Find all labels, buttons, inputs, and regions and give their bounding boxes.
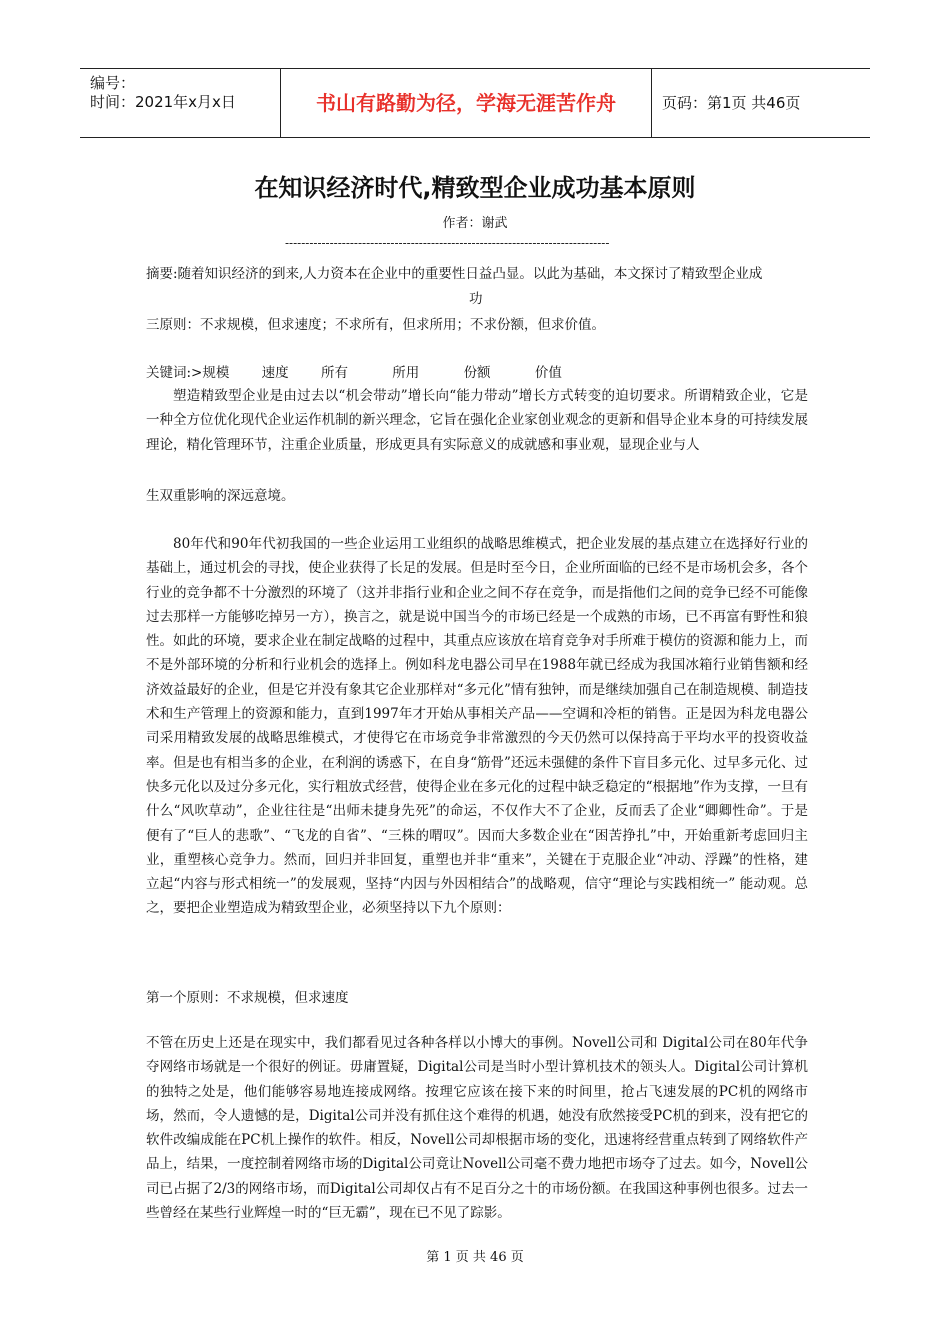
keywords-line [146,361,590,381]
header-page-info: 页码：第1页 共46页 [662,94,801,112]
separator-line: -------------------------------------------------------------------------------- [285,236,610,250]
header-table [80,68,870,138]
header-meta-cell [80,69,281,137]
keyword: 速度 [261,365,289,381]
keyword: 所有 [320,365,348,381]
paragraph-principle-1: 不管在历史上还是在现实中，我们都看见过各种各样以小博大的事例。Novell公司和 Digital公司在80年代争夺网络市场就是一个很好的例证。毋庸置疑，Digital公司是当时小型计算机技术的领头人。Digital公司计算机的独特之处是，他们能够容易地连接成网络。按理它应该在接下来的时间里，抢占飞速发展的PC机的网络市场，然而，令人遗憾的是，Digital公司并没有抓住这个难得的机遇，她没有欣然接受PC机的到来，没有把它的软件改编成能在PC机上操作的软件。相反，Novell公司却根据市场的变化，迅速将经营重点转到了网络软件产品上，结果，一度控制着网络市场的Digital公司竟让Novell公司毫不费力地把市场夺了过去。如今，Novell公司已占据了2/3的网络市场，而Digital公司却仅占有不足百分之十的市场份额。在我国这种事例也很多。过去一些曾经在某些行业辉煌一时的“巨无霸”，现在已不见了踪影。 [146,1035,808,1222]
keyword: 所用 [392,365,420,381]
paragraph-intro-tail: 生双重影响的深远意境。 [146,488,295,504]
abstract-line-2: 功 [469,291,483,307]
abstract-line-3: 三原则：不求规模，但求速度；不求所有，但求所用；不求份额，但求价值。 [146,317,605,333]
document-title: 在知识经济时代,精致型企业成功基本原则 [254,174,696,202]
paragraph-intro: 塑造精致型企业是由过去以“机会带动”增长向“能力带动”增长方式转变的迫切要求。所谓精致企业，它是一种全方位优化现代企业运作机制的新兴理念，它旨在强化企业家创业观念的更新和倡导企业本身的可持续发展理论，精化管理环节，注重企业质量，形成更具有实际意义的成就感和事业观，显现企业与人 [146,388,808,453]
principle-1-heading: 第一个原则：不求规模，但求速度 [146,990,349,1006]
time-label: 时间：2021年x月x日 [90,93,236,111]
page-footer: 第 1 页 共 46 页 [426,1250,524,1265]
header-motto: 书山有路勤为径，学海无涯苦作舟 [281,69,652,137]
keywords-label: 关键词:>规模 [146,365,230,381]
paragraph-background: 80年代和90年代初我国的一些企业运用工业组织的战略思维模式，把企业发展的基点建立在选择好行业的基础上，通过机会的寻找，使企业获得了长足的发展。但是时至今日，企业所面临的已经不是市场机会多，各个行业的竞争都不十分激烈的环境了（这并非指行业和企业之间不存在竞争，而是指他们之间的竞争已经不可能像过去那样一方能够吃掉另一方），换言之，就是说中国当今的市场已经是一个成熟的市场，已不再富有野性和狼性。如此的环境，要求企业在制定战略的过程中，其重点应该放在培育竞争对手所难于模仿的资源和能力上，而不是外部环境的分析和行业机会的选择上。例如科龙电器公司早在1988年就已经成为我国冰箱行业销售额和经济效益最好的企业，但是它并没有象其它企业那样对“多元化”情有独钟，而是继续加强自己在制造规模、制造技术和生产管理上的资源和能力，直到1997年才开始从事相关产品——空调和冷柜的销售。正是因为科龙电器公司采用精致发展的战略思维模式，才使得它在市场竞争非常激烈的今天仍然可以保持高于平均水平的投资收益率。但是也有相当多的企业，在利润的诱惑下，在自身“筋骨”还远未强健的条件下盲目多元化、过早多元化、过快多元化以及过分多元化，实行粗放式经营，使得企业在多元化的过程中缺乏稳定的“根据地”作为支撑，一旦有什么“风吹草动”，企业往往是“出师未捷身先死”的命运，不仅作大不了企业，反而丢了企业“卿卿性命”。于是便有了“巨人的悲歌”、“飞龙的自省”、“三株的喟叹”。因而大多数企业在“困苦挣扎”中，开始重新考虑回归主业，重塑核心竞争力。然而，回归并非回复，重塑也并非“重来”，关键在于克服企业“冲动、浮躁”的性格，建立起“内容与形式相统一”的发展观，坚持“内因与外因相结合”的战略观，信守“理论与实践相统一” 能动观。总之，要把企业塑造成为精致型企业，必须坚持以下九个原则： [146,536,808,917]
author-line: 作者：谢武 [442,216,508,231]
keyword: 价值 [534,365,562,381]
number-label: 编号： [90,74,136,92]
abstract-line-1: 摘要:随着知识经济的到来,人力资本在企业中的重要性日益凸显。以此为基础，本文探讨了精致型企业成 [146,266,763,282]
keyword: 份额 [463,365,491,381]
